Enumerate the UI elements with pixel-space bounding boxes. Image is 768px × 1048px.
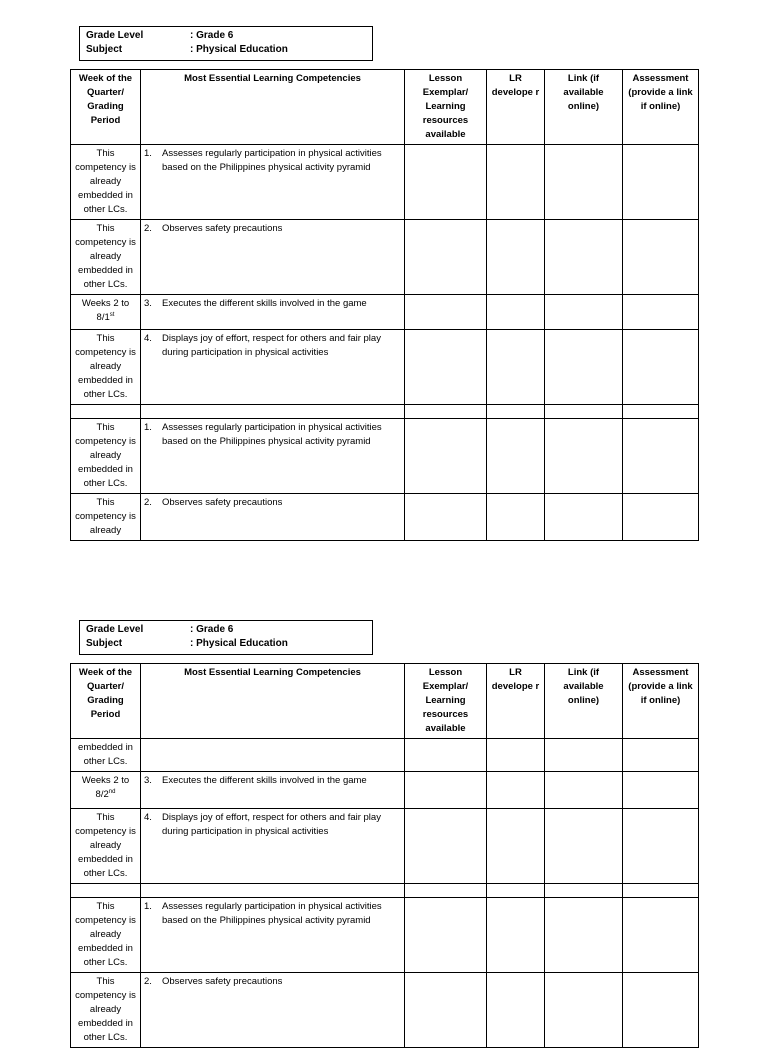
spacer-row [71, 884, 699, 898]
competency-cell [141, 220, 405, 295]
table-row [71, 739, 699, 772]
week-cell [71, 772, 141, 809]
table-row [71, 419, 699, 494]
info-box [79, 26, 373, 61]
week-cell: This competency is already embedded in other LCs. [71, 330, 141, 405]
competency-text: Assesses regularly participation in physical activities based on the Philippines physical activity pyramid [162, 422, 382, 447]
grade-level-value: : Grade 6 [190, 30, 234, 41]
competency-number: 3. [144, 775, 152, 786]
competency-text: Assesses regularly participation in physical activities based on the Philippines physical activity pyramid [162, 148, 382, 173]
competency-cell [141, 772, 405, 809]
competency-cell [141, 898, 405, 973]
competency-table [70, 69, 699, 541]
subject-value: : Physical Education [190, 44, 288, 55]
col-lr: LR develope r [487, 664, 545, 739]
col-link: Link (if available online) [545, 664, 623, 739]
col-assessment: Assessment (provide a link if online) [623, 70, 699, 145]
week-cell: This competency is already embedded in other LCs. [71, 898, 141, 973]
grade-level-label: Grade Level [86, 624, 144, 635]
competency-number: 4. [144, 812, 152, 823]
table-row [71, 295, 699, 330]
subject-label: Subject [86, 638, 123, 649]
competency-text: Observes safety precautions [162, 497, 283, 508]
table-header-row [71, 664, 699, 739]
week-cell: This competency is already [71, 494, 141, 541]
subject-label: Subject [86, 44, 123, 55]
competency-cell [141, 295, 405, 330]
competency-text: Displays joy of effort, respect for others and fair play during participation in physical activities [162, 333, 381, 358]
table-row [71, 772, 699, 809]
grade-level-label: Grade Level [86, 30, 144, 41]
week-range: Weeks 2 to 8/1 [81, 298, 130, 323]
competency-text: Assesses regularly participation in physical activities based on the Philippines physical activity pyramid [162, 901, 382, 926]
week-cell: embedded in other LCs. [71, 739, 141, 772]
competency-number: 1. [144, 422, 152, 433]
ordinal-suffix: nd [108, 788, 116, 795]
competency-text: Observes safety precautions [162, 223, 283, 234]
competency-cell [141, 419, 405, 494]
subject-value: : Physical Education [190, 638, 288, 649]
col-link: Link (if available online) [545, 70, 623, 145]
week-range: Weeks 2 to 8/2 [81, 775, 130, 800]
col-lesson: Lesson Exemplar/ Learning resources available [405, 70, 487, 145]
col-competency: Most Essential Learning Competencies [141, 70, 405, 145]
competency-number: 3. [144, 298, 152, 309]
week-cell: This competency is already embedded in other LCs. [71, 809, 141, 884]
table-header-row [71, 70, 699, 145]
col-lr: LR develope r [487, 70, 545, 145]
week-cell: This competency is already embedded in other LCs. [71, 973, 141, 1048]
spacer-row [71, 405, 699, 419]
week-cell: This competency is already embedded in other LCs. [71, 419, 141, 494]
competency-table [70, 663, 699, 1048]
table-row [71, 330, 699, 405]
table-row [71, 494, 699, 541]
table-row [71, 809, 699, 884]
table-row [71, 973, 699, 1048]
info-box [79, 620, 373, 655]
competency-cell [141, 145, 405, 220]
competency-cell [141, 494, 405, 541]
competency-cell [141, 973, 405, 1048]
col-week: Week of the Quarter/ Grading Period [71, 70, 141, 145]
competency-text: Executes the different skills involved in the game [162, 298, 367, 309]
competency-text: Executes the different skills involved in the game [162, 775, 367, 786]
competency-text: Observes safety precautions [162, 976, 283, 987]
competency-number: 2. [144, 976, 152, 987]
col-competency: Most Essential Learning Competencies [141, 664, 405, 739]
competency-cell [141, 809, 405, 884]
week-cell: This competency is already embedded in other LCs. [71, 145, 141, 220]
competency-number: 4. [144, 333, 152, 344]
col-week: Week of the Quarter/ Grading Period [71, 664, 141, 739]
table-row [71, 220, 699, 295]
grade-level-value: : Grade 6 [190, 624, 234, 635]
table-row [71, 898, 699, 973]
table-row [71, 145, 699, 220]
competency-number: 1. [144, 148, 152, 159]
competency-text: Displays joy of effort, respect for others and fair play during participation in physical activities [162, 812, 381, 837]
competency-number: 2. [144, 223, 152, 234]
col-lesson: Lesson Exemplar/ Learning resources available [405, 664, 487, 739]
competency-number: 2. [144, 497, 152, 508]
competency-cell [141, 330, 405, 405]
competency-number: 1. [144, 901, 152, 912]
ordinal-suffix: st [109, 311, 115, 318]
week-cell [71, 295, 141, 330]
col-assessment: Assessment (provide a link if online) [623, 664, 699, 739]
week-cell: This competency is already embedded in other LCs. [71, 220, 141, 295]
